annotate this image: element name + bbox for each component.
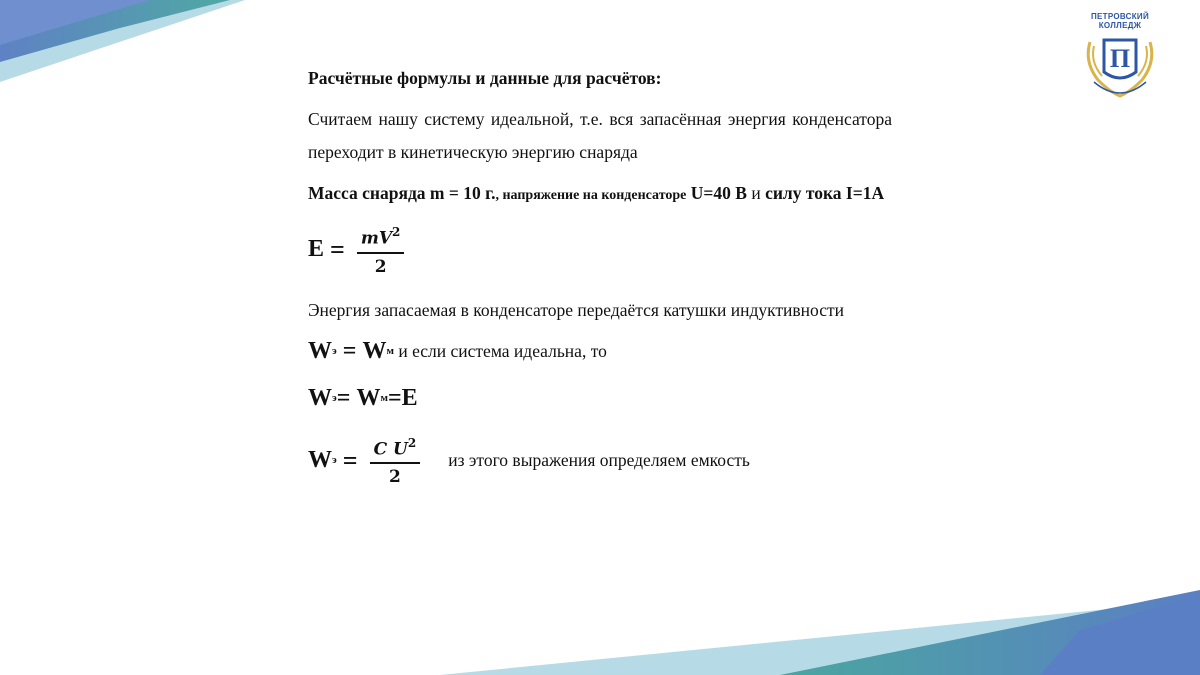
bottom-right-gradient-shape [780,590,1200,675]
formula-capacitor-energy: W э = $\frac{C U^2}{2}$ из этого выражения определяем емкость [308,431,892,491]
top-left-gradient-shape [0,0,230,62]
logo-emblem-icon [1080,12,1160,102]
bottom-right-blue-shape [1040,595,1200,675]
given-data: Масса снаряда m = 10 г., напряжение на конденсаторе U=40 В и силу тока I=1А [308,183,885,203]
logo-title: ПЕТРОВСКИЙ КОЛЛЕДЖ [1090,12,1150,30]
formula-kinetic-energy: E = $\frac{mV^2}{2}$ [308,220,892,280]
heading: Расчётные формулы и данные для расчётов: [308,68,662,88]
fraction: $\frac{mV^2}{2}$ [357,220,405,280]
college-logo [1080,12,1160,102]
intro-paragraph: Считаем нашу систему идеальной, т.е. вся запасённая энергия конденсатора переходит в кинетическую энергию снаряда [308,109,892,162]
top-left-light-shape [0,0,245,82]
slide-content [308,62,892,490]
bottom-right-light-shape [440,600,1200,675]
top-left-blue-shape [0,0,150,45]
svg-text:П: П [1109,44,1131,73]
energy-transfer-text: Энергия запасаемая в конденсаторе передаётся катушки индуктивности [308,299,845,320]
formula-w-equality: W э = W м и если система идеальна, то [308,337,607,364]
fraction: $\frac{C U^2}{2}$ [370,431,421,491]
formula-w-energy: W э = W м =E [308,384,418,411]
